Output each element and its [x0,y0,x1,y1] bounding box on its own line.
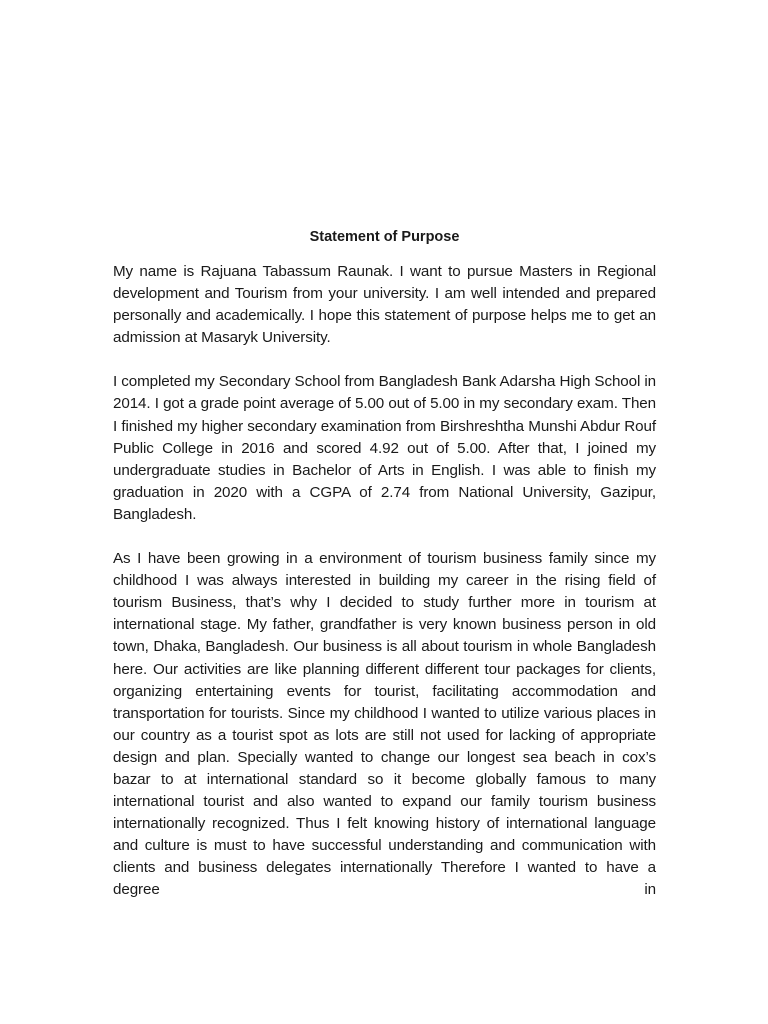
paragraph-motivation: As I have been growing in a environment of tourism business family since my childhood I was always interested in building my career in the rising field of tourism Business, that’s why I decided to study further more in tourism at international stage. My father, grandfather is very known business person in old town, Dhaka, Bangladesh. Our business is all about tourism in whole Bangladesh here. Our activities are like planning different different tour packages for clients, organizing entertaining events for tourist, facilitating accommodation and transportation for tourists. Since my childhood I wanted to utilize various places in our country as a tourist spot as lots are still not used for lacking of appropriate design and plan. Specially wanted to change our longest sea beach in cox’s bazar to at international standard so it become globally famous to many international tourist and also wanted to expand our family tourism business internationally recognized. Thus I felt knowing history of international language and culture is must to have successful understanding and communication with clients and business delegates internationally Therefore I wanted to have a degree in [113,550,656,899]
document-body [113,226,656,902]
paragraph-introduction: My name is Rajuana Tabassum Raunak. I want to pursue Masters in Regional development and Tourism from your university. I am well intended and prepared personally and academically. I hope this statement of purpose helps me to get an admission at Masaryk University. [113,263,656,347]
document-title: Statement of Purpose [309,229,460,245]
paragraph-education: I completed my Secondary School from Bangladesh Bank Adarsha High School in 2014. I got a grade point average of 5.00 out of 5.00 in my secondary exam. Then I finished my higher secondary examination from Birshreshtha Munshi Abdur Rouf Public College in 2016 and scored 4.92 out of 5.00. After that, I joined my undergraduate studies in Bachelor of Arts in English. I was able to finish my graduation in 2020 with a CGPA of 2.74 from National University, Gazipur, Bangladesh. [113,373,656,523]
